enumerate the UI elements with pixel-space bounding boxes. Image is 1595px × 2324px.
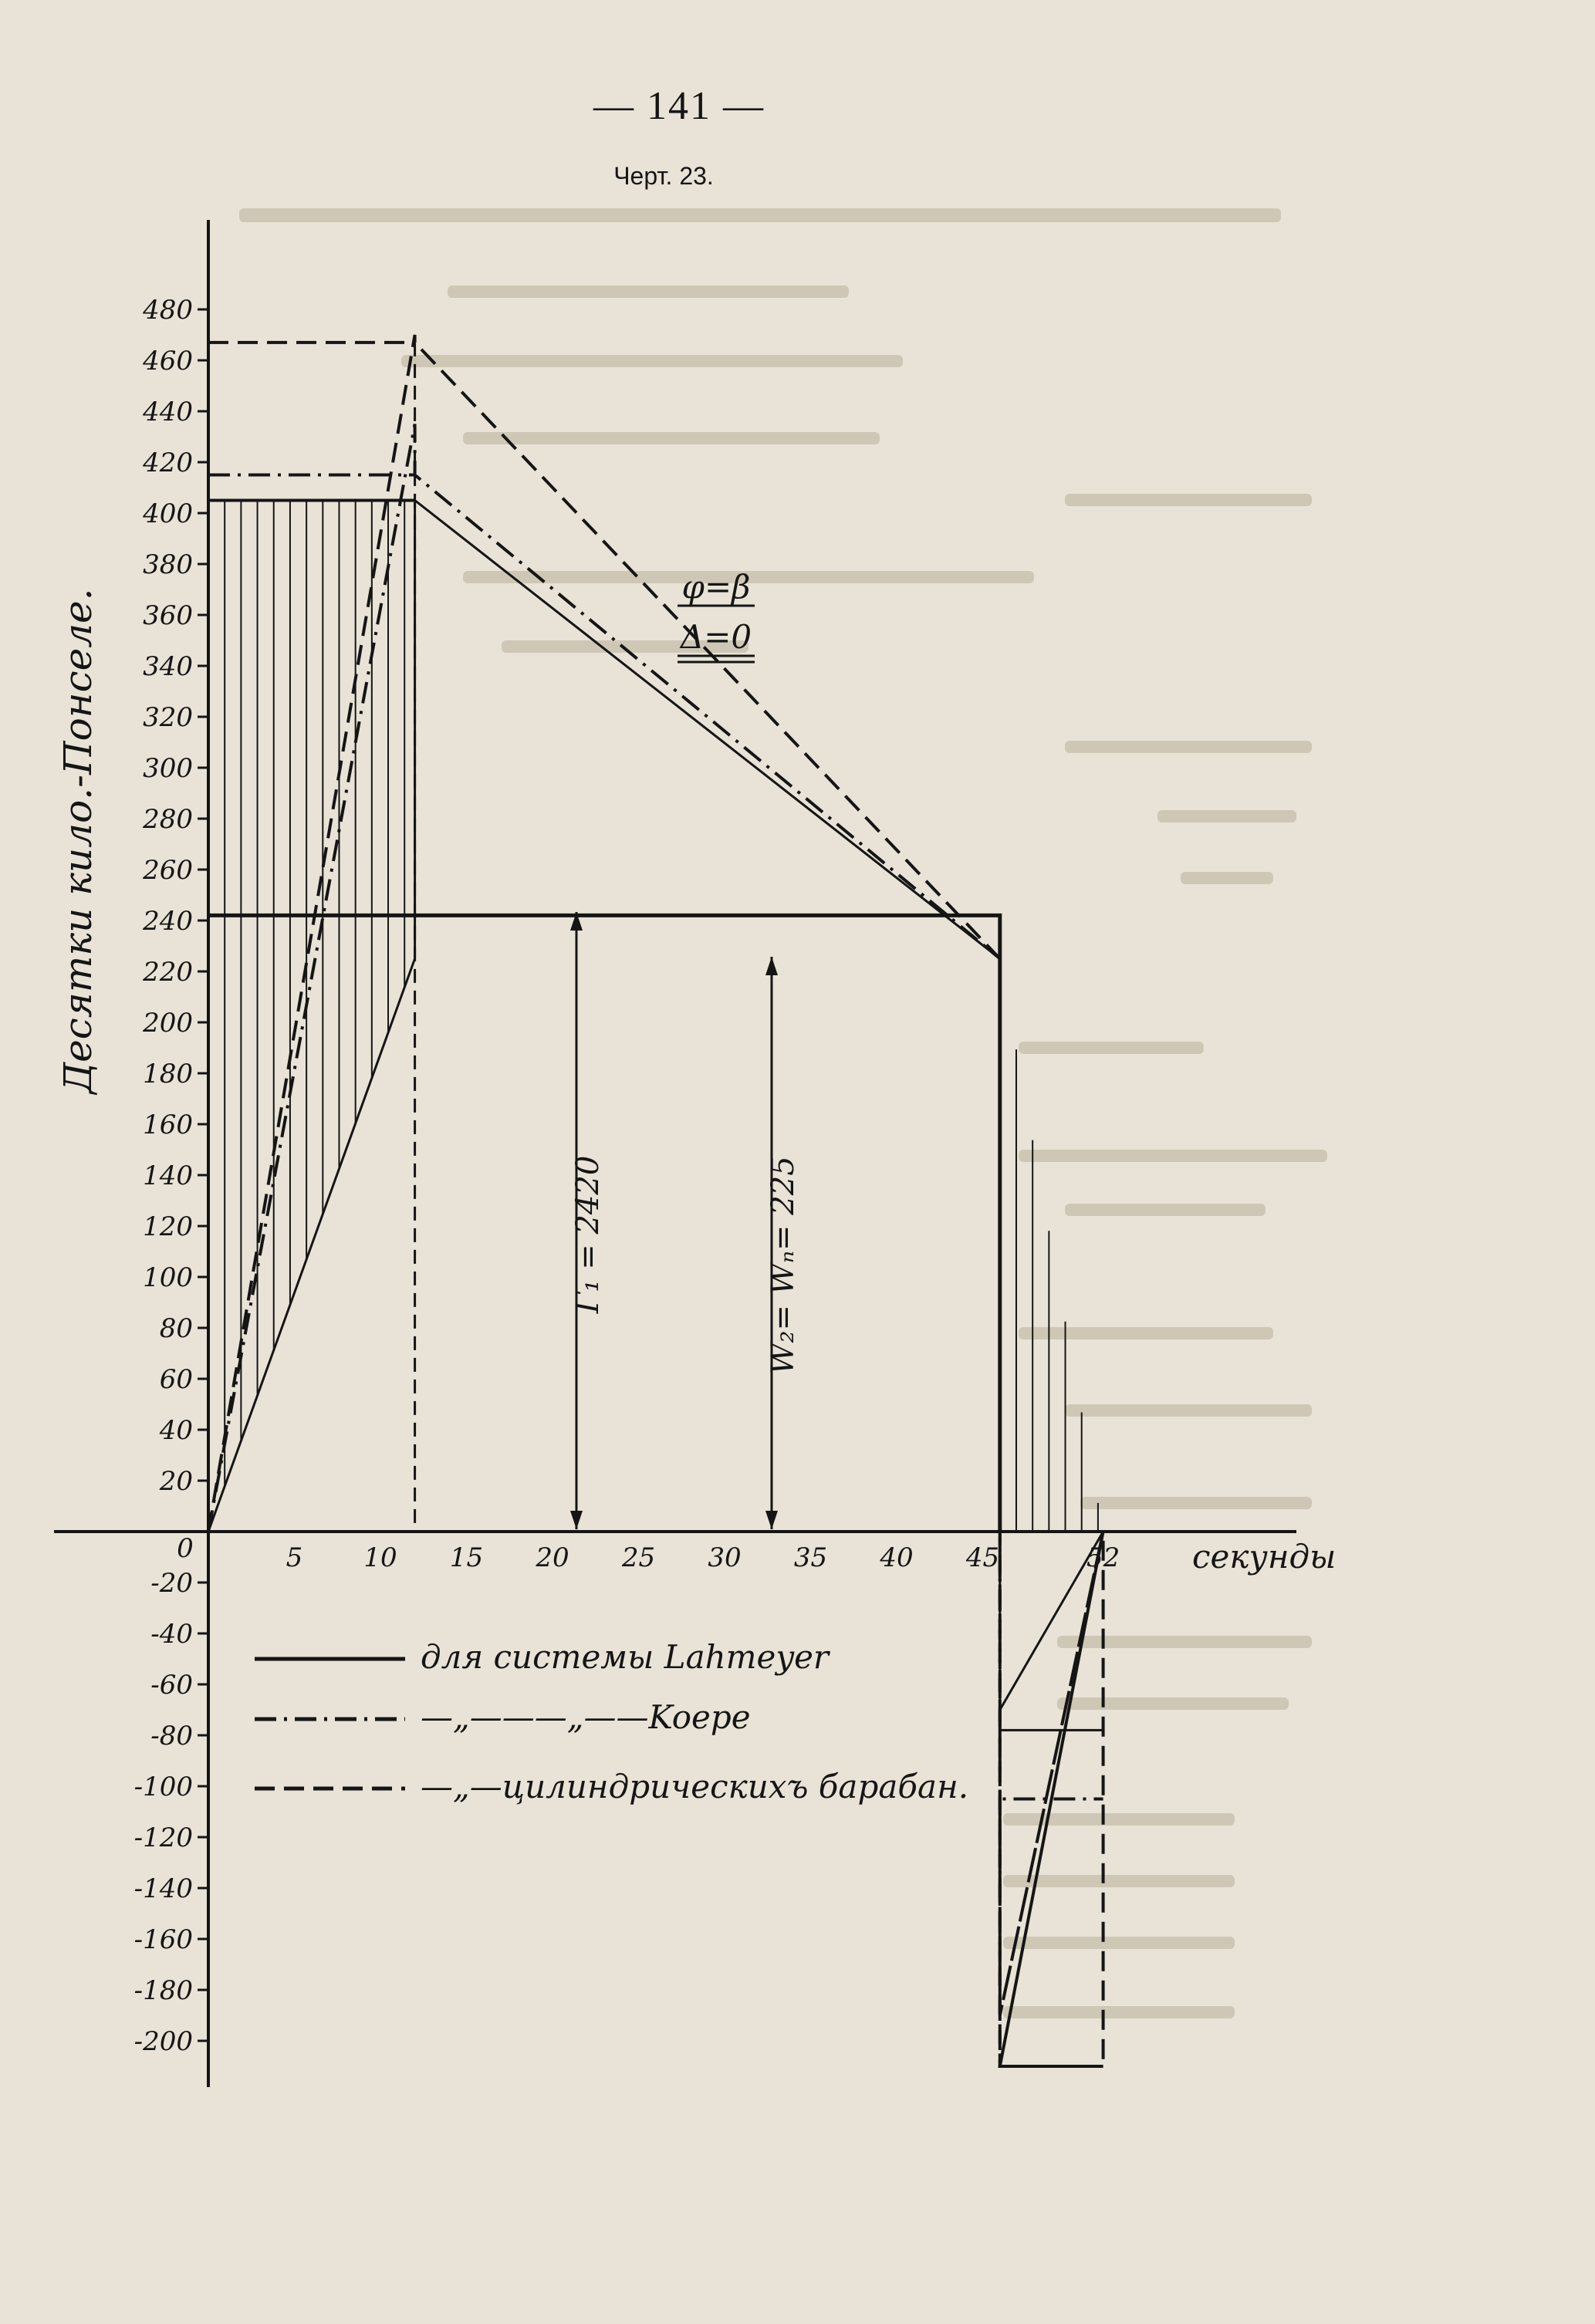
y-tick-label: 280 (143, 804, 193, 835)
y-tick-label: -60 (150, 1670, 193, 1701)
x-tick-label: 20 (536, 1542, 569, 1573)
y-tick-label: 460 (143, 346, 193, 377)
lower-arrow-head-bottom (765, 1511, 778, 1529)
y-tick-label: 360 (143, 600, 193, 631)
y-tick-label: -180 (133, 1975, 193, 2006)
figure-label: Черт. 23. (613, 162, 714, 190)
condition-box (678, 568, 755, 662)
legend-entry-solid: для системы Lahmeyer (421, 1638, 829, 1676)
y-tick-label: 240 (143, 906, 193, 937)
page-number: — 141 — (593, 84, 765, 128)
condition-delta-zero: Δ=0 (680, 618, 752, 656)
y-tick-label: 160 (143, 1110, 193, 1140)
x-tick-label: 10 (363, 1542, 397, 1573)
y-tick-label: 320 (143, 702, 193, 733)
y-tick-label: 180 (143, 1059, 193, 1089)
y-tick-label: 440 (143, 397, 193, 427)
y-tick-label: 300 (143, 753, 193, 784)
y-tick-label: 380 (143, 549, 193, 580)
y-tick-label: 480 (143, 295, 193, 326)
y-tick-label: 140 (143, 1160, 193, 1191)
x-tick-label: 30 (708, 1542, 742, 1573)
x-axis-label: секунды (1192, 1538, 1336, 1576)
y-axis-label: Десятки кило.-Понселе. (56, 588, 100, 1094)
y-tick-label: -140 (133, 1873, 193, 1904)
lower-arrow-label: W₂= Wₙ= 225 (765, 1156, 801, 1375)
y-tick-label: 20 (159, 1466, 193, 1497)
lower-arrow-head-top (765, 957, 778, 975)
y-tick-label: 200 (143, 1008, 193, 1039)
series-line-dashed (208, 335, 1103, 2066)
y-tick-label: -200 (133, 2026, 193, 2057)
x-tick-label: 40 (880, 1542, 914, 1573)
y-tick-label: 420 (143, 448, 193, 478)
y-tick-label: 220 (143, 957, 193, 988)
upper-arrow-label: Γ₁ = 2420 (570, 1155, 606, 1314)
y-tick-label: -80 (150, 1721, 193, 1751)
y-tick-label: 260 (143, 855, 193, 886)
y-tick-label: 100 (143, 1262, 193, 1293)
x-tick-label: 45 (965, 1542, 1000, 1573)
y-tick-label: 340 (143, 651, 193, 682)
y-tick-label: 400 (143, 498, 193, 529)
y-tick-label: -160 (133, 1924, 193, 1955)
y-tick-label: 60 (159, 1364, 193, 1395)
x-tick-label: 35 (793, 1542, 828, 1573)
x-tick-label: 15 (449, 1542, 484, 1573)
dimension-arrows (570, 912, 801, 1529)
y-tick-label: -40 (150, 1619, 193, 1650)
y-tick-label: 40 (159, 1415, 193, 1446)
y-tick-label: 80 (159, 1313, 193, 1344)
y-tick-label: -120 (133, 1822, 193, 1853)
legend-entry-dashed: —„—цилиндрическихъ барабан. (421, 1768, 969, 1805)
hatch-layer (208, 501, 1098, 1532)
condition-phi-beta: φ=β (681, 568, 751, 606)
legend-entry-dashdot: —„———„——Koepe (421, 1698, 751, 1736)
x-tick-label: 25 (621, 1542, 656, 1573)
y-tick-label: 120 (143, 1211, 193, 1242)
y-tick-label: -100 (133, 1772, 193, 1802)
legend (255, 1638, 968, 1805)
x-tick-label: 5 (286, 1542, 303, 1573)
upper-arrow-head-bottom (570, 1511, 583, 1529)
series-layer (208, 335, 1103, 2066)
y-tick-label: -20 (150, 1568, 193, 1599)
x-tick-label: 0 (177, 1533, 194, 1564)
x-tick-label: 52 (1086, 1542, 1120, 1573)
